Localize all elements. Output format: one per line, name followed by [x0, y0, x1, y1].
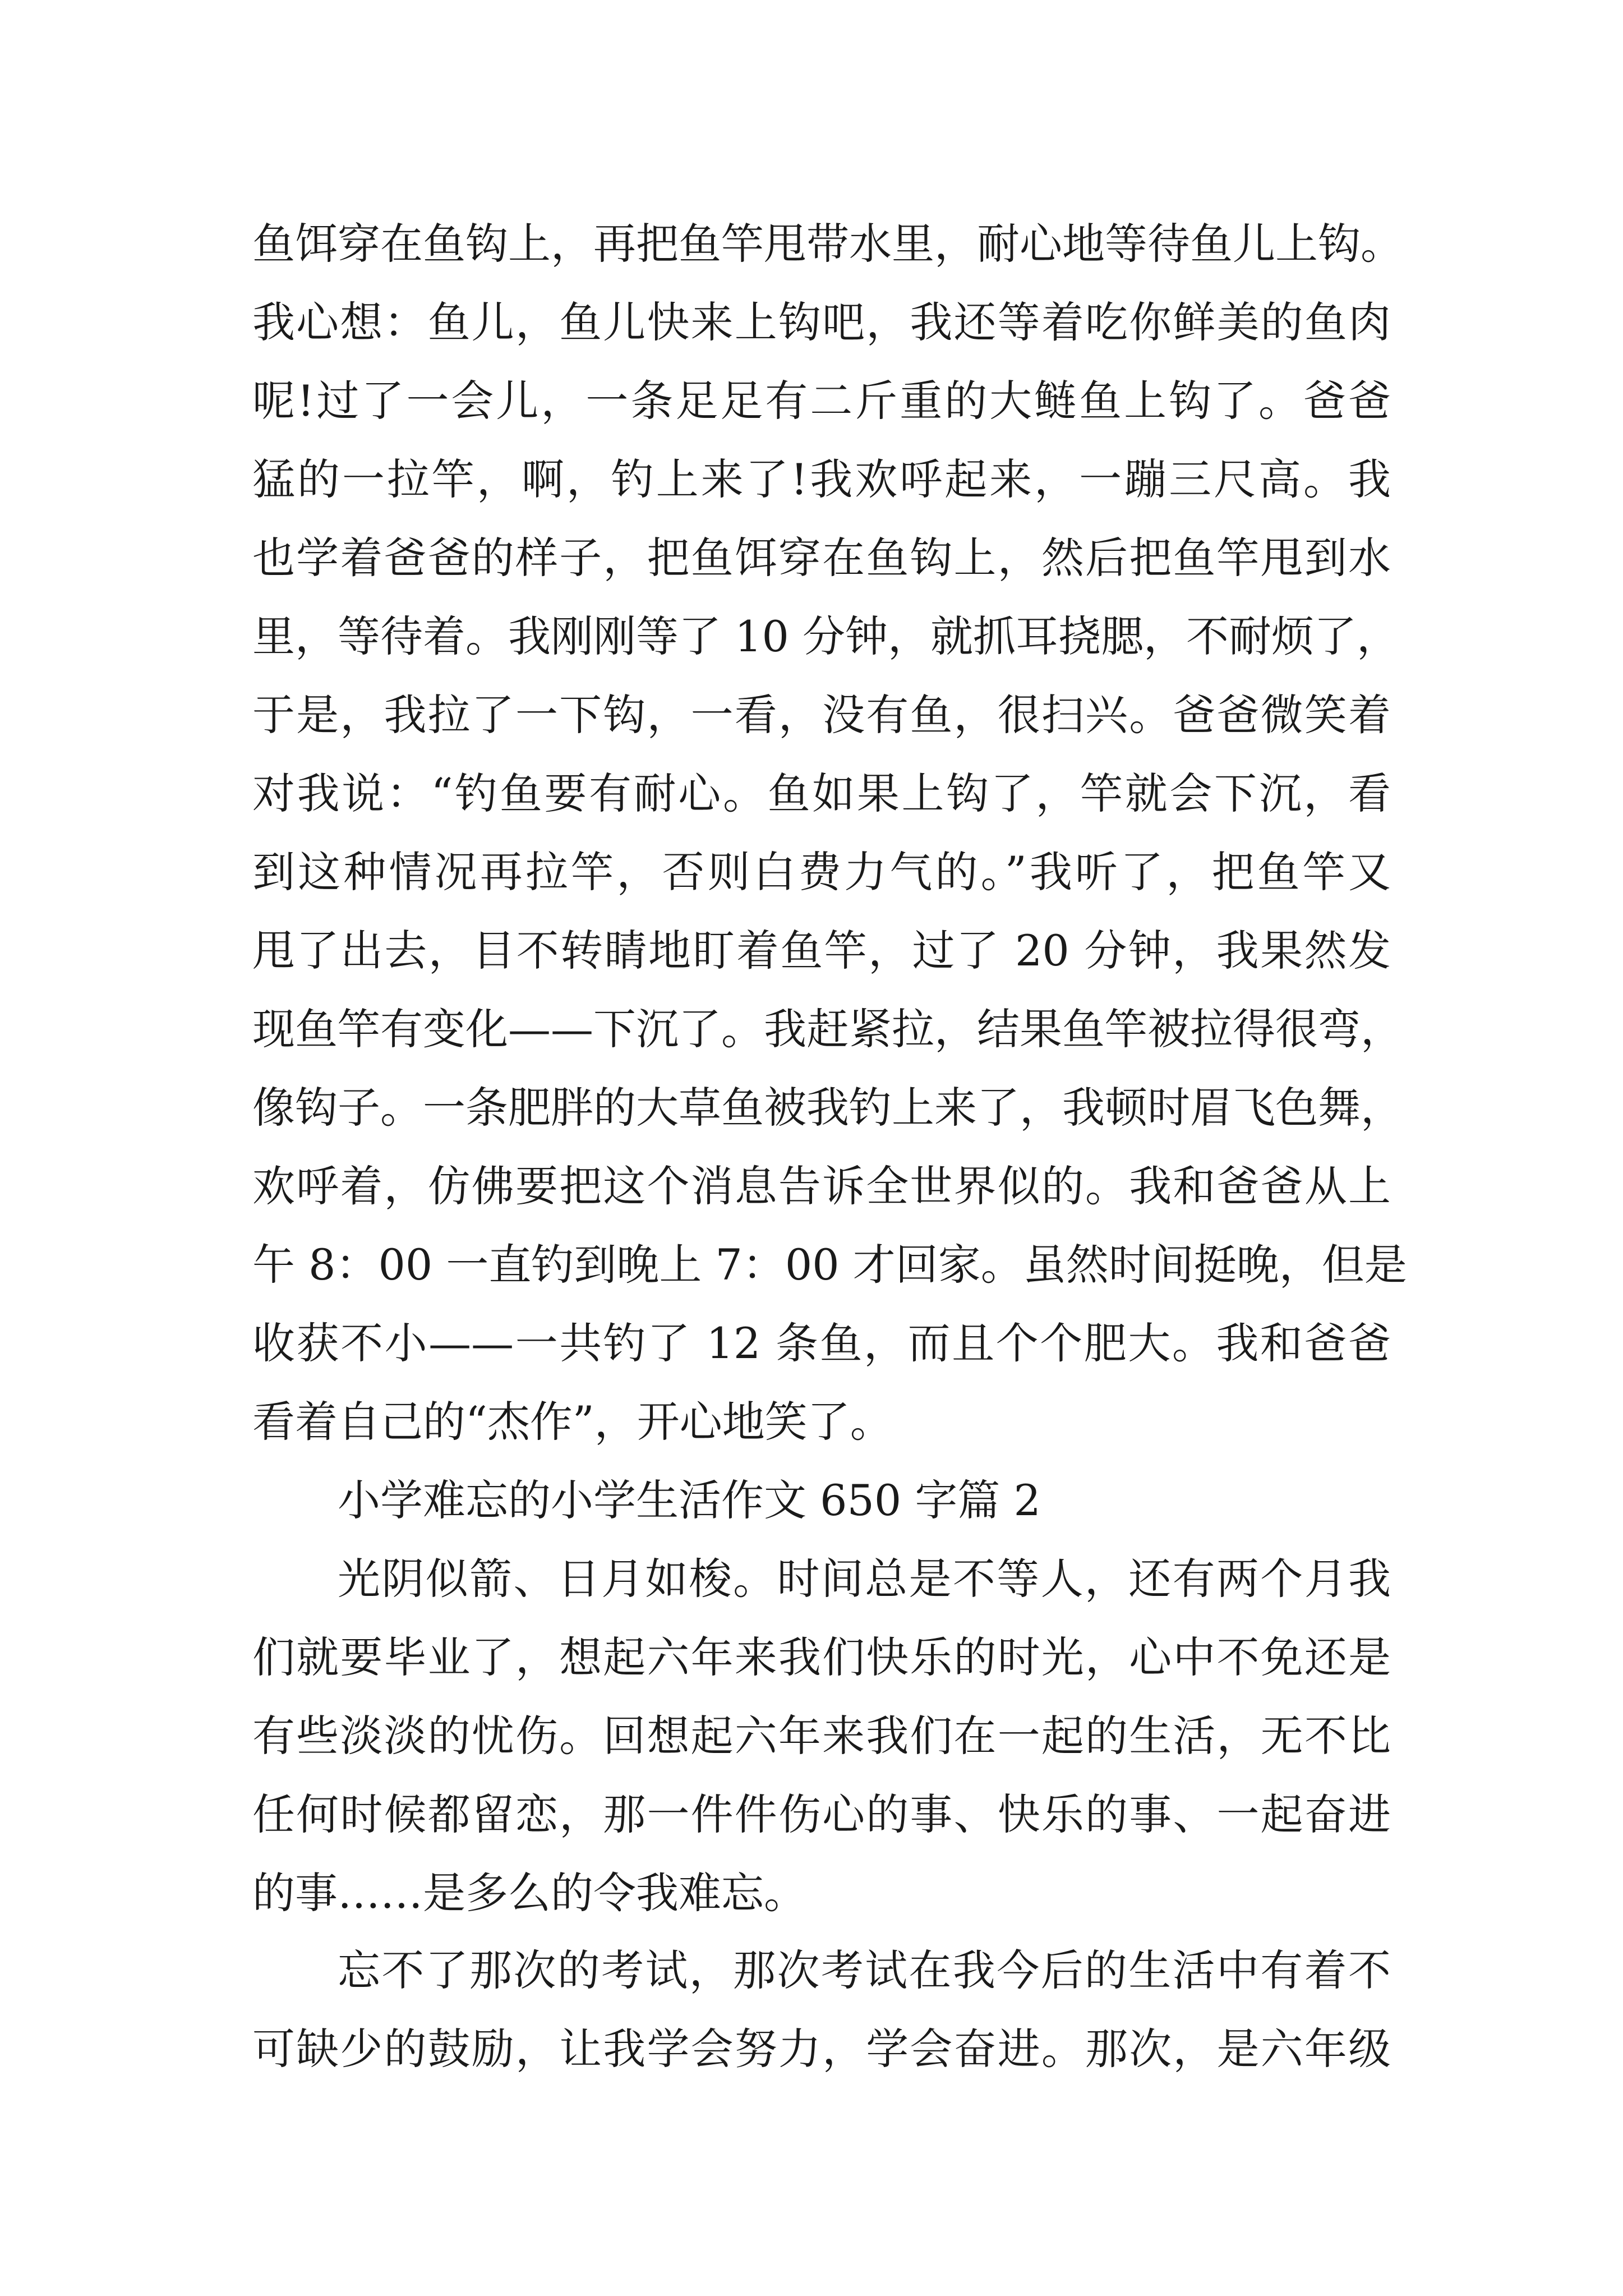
text-line: 忘不了那次的考试，那次考试在我今后的生活中有着不	[338, 1945, 1391, 1995]
text-line: 的事……是多么的令我难忘。	[252, 1868, 806, 1918]
text-line: 任何时候都留恋，那一件件伤心的事、快乐的事、一起奋进	[252, 1789, 1391, 1839]
text-line: 像钩子。一条肥胖的大草鱼被我钓上来了，我顿时眉飞色舞，	[252, 1083, 1403, 1133]
section-heading	[252, 1461, 1391, 1540]
text-line: 光阴似箭、日月如梭。时间总是不等人，还有两个月我	[338, 1554, 1391, 1604]
text-line: 我心想：鱼儿，鱼儿快来上钩吧，我还等着吃你鲜美的鱼肉	[252, 297, 1391, 347]
text-line: 里，等待着。我刚刚等了 10 分钟，就抓耳挠腮，不耐烦了，	[252, 611, 1400, 661]
paragraph-exam-memory	[252, 1931, 1391, 2088]
text-line: 有些淡淡的忧伤。回想起六年来我们在一起的生活，无不比	[252, 1711, 1391, 1761]
text-line: 也学着爸爸的样子，把鱼饵穿在鱼钩上，然后把鱼竿甩到水	[252, 533, 1391, 583]
text-line: 鱼饵穿在鱼钩上，再把鱼竿甩带水里，耐心地等待鱼儿上钩。	[252, 219, 1403, 269]
paragraph-time-flies	[252, 1540, 1391, 1932]
text-line: 们就要毕业了，想起六年来我们快乐的时光，心中不免还是	[252, 1632, 1391, 1682]
section-heading-text: 小学难忘的小学生活作文 650 字篇 2	[338, 1475, 1041, 1525]
text-line: 对我说：“钓鱼要有耐心。鱼如果上钩了，竿就会下沉，看	[252, 769, 1391, 818]
text-line: 收获不小——一共钓了 12 条鱼，而且个个肥大。我和爸爸	[252, 1318, 1391, 1368]
text-line: 可缺少的鼓励，让我学会努力，学会奋进。那次，是六年级	[252, 2024, 1391, 2074]
text-line: 甩了出去，目不转睛地盯着鱼竿，过了 20 分钟，我果然发	[252, 926, 1391, 976]
text-line: 呢!过了一会儿，一条足足有二斤重的大鲢鱼上钩了。爸爸	[252, 376, 1391, 426]
text-line: 午 8：00 一直钓到晚上 7：00 才回家。虽然时间挺晚，但是	[252, 1240, 1407, 1290]
text-line: 现鱼竿有变化——下沉了。我赶紧拉，结果鱼竿被拉得很弯，	[252, 1004, 1403, 1054]
text-line: 于是，我拉了一下钩，一看，没有鱼，很扫兴。爸爸微笑着	[252, 690, 1391, 740]
text-line: 到这种情况再拉竿，否则白费力气的。”我听了，把鱼竿又	[252, 847, 1391, 897]
paragraph-fishing-story	[252, 205, 1407, 1461]
text-line: 欢呼着，仿佛要把这个消息告诉全世界似的。我和爸爸从上	[252, 1161, 1391, 1211]
text-line: 猛的一拉竿，啊，钓上来了!我欢呼起来，一蹦三尺高。我	[252, 454, 1391, 504]
text-line: 看着自己的“杰作”，开心地笑了。	[252, 1397, 893, 1447]
